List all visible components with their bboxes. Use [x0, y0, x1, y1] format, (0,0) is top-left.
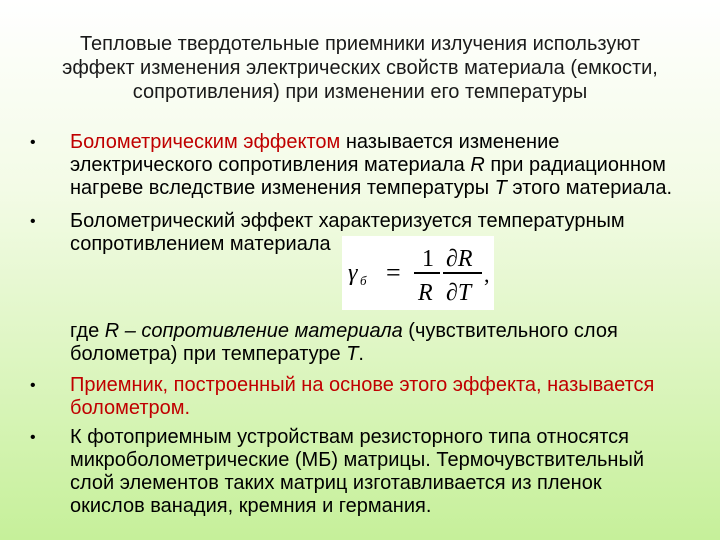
formula-equals: =	[386, 258, 401, 287]
explanation-line-2-a: болометра) при температуре	[70, 343, 347, 365]
explanation-line-2	[70, 343, 690, 366]
bullet-text	[70, 374, 700, 420]
explanation-line-1-italic: R – сопротивление материала	[104, 320, 403, 342]
bullet-1-line-3	[70, 177, 700, 200]
explanation-line-1-b: (чувствительного слоя	[402, 320, 618, 342]
bullet-2-line-2: сопротивлением материала	[70, 233, 331, 255]
bullet-1-line-2-b: при радиационном	[484, 154, 666, 176]
bullet-1-line-1	[70, 131, 700, 154]
bullet-2-line-1: Болометрический эффект характеризуется температурным	[70, 210, 625, 232]
bullet-text	[70, 131, 700, 200]
bullet-3-line-1: Приемник, построенный на основе этого эффекта, называется	[70, 374, 655, 396]
formula-numerator-one: 1	[422, 246, 434, 272]
bullet-1-line-1-rest: называется изменение	[340, 131, 560, 153]
formula-denominator-r: R	[418, 280, 433, 306]
bullet-text	[70, 426, 700, 518]
bullet-4-line-2: микроболометрические (МБ) матрицы. Термочувствительный	[70, 449, 645, 471]
formula-explanation	[70, 320, 690, 366]
explanation-line-2-b: .	[358, 343, 364, 365]
formula-svg	[342, 236, 494, 310]
variable-t: T	[494, 177, 507, 199]
bullet-3-line-2: болометром.	[70, 397, 191, 419]
variable-r: R	[470, 154, 485, 176]
bullet-1-line-2	[70, 154, 700, 177]
bolometric-effect-term: Болометрическим эффектом	[70, 131, 341, 153]
bullet-icon: •	[30, 213, 36, 230]
formula-denominator-dt: ∂T	[446, 280, 472, 306]
title-line-2: эффект изменения электрических свойств материала (емкости,	[62, 57, 658, 79]
bullet-icon: •	[30, 429, 36, 446]
bullet-4-line-4: окислов ванадия, кремния и германия.	[70, 495, 432, 517]
title-line-1: Тепловые твердотельные приемники излучения используют	[79, 33, 641, 55]
bullet-4-line-1: К фотоприемным устройствам резисторного типа относятся	[70, 426, 629, 448]
formula-gamma: γ	[348, 260, 358, 286]
bullet-icon: •	[30, 134, 36, 151]
formula-gamma-subscript: б	[360, 273, 367, 288]
formula-comma: ,	[484, 262, 490, 287]
bullet-1-line-2-a: электрического сопротивления материала	[70, 154, 471, 176]
title-line-3: сопротивления) при изменении его температуры	[132, 81, 588, 103]
explanation-line-1	[70, 320, 690, 343]
explanation-line-1-a: где	[70, 320, 105, 342]
variable-t: T	[346, 343, 359, 365]
bullet-icon: •	[30, 377, 36, 394]
bullet-4-line-3: слой элементов таких матриц изготавливается из пленок	[70, 472, 602, 494]
bullet-1-line-3-a: нагреве вследствие изменения температуры	[70, 177, 495, 199]
formula-numerator-dr: ∂R	[446, 246, 473, 272]
formula-image	[342, 236, 494, 310]
slide-title	[40, 32, 680, 104]
bullet-1-line-3-b: этого материала.	[506, 177, 673, 199]
